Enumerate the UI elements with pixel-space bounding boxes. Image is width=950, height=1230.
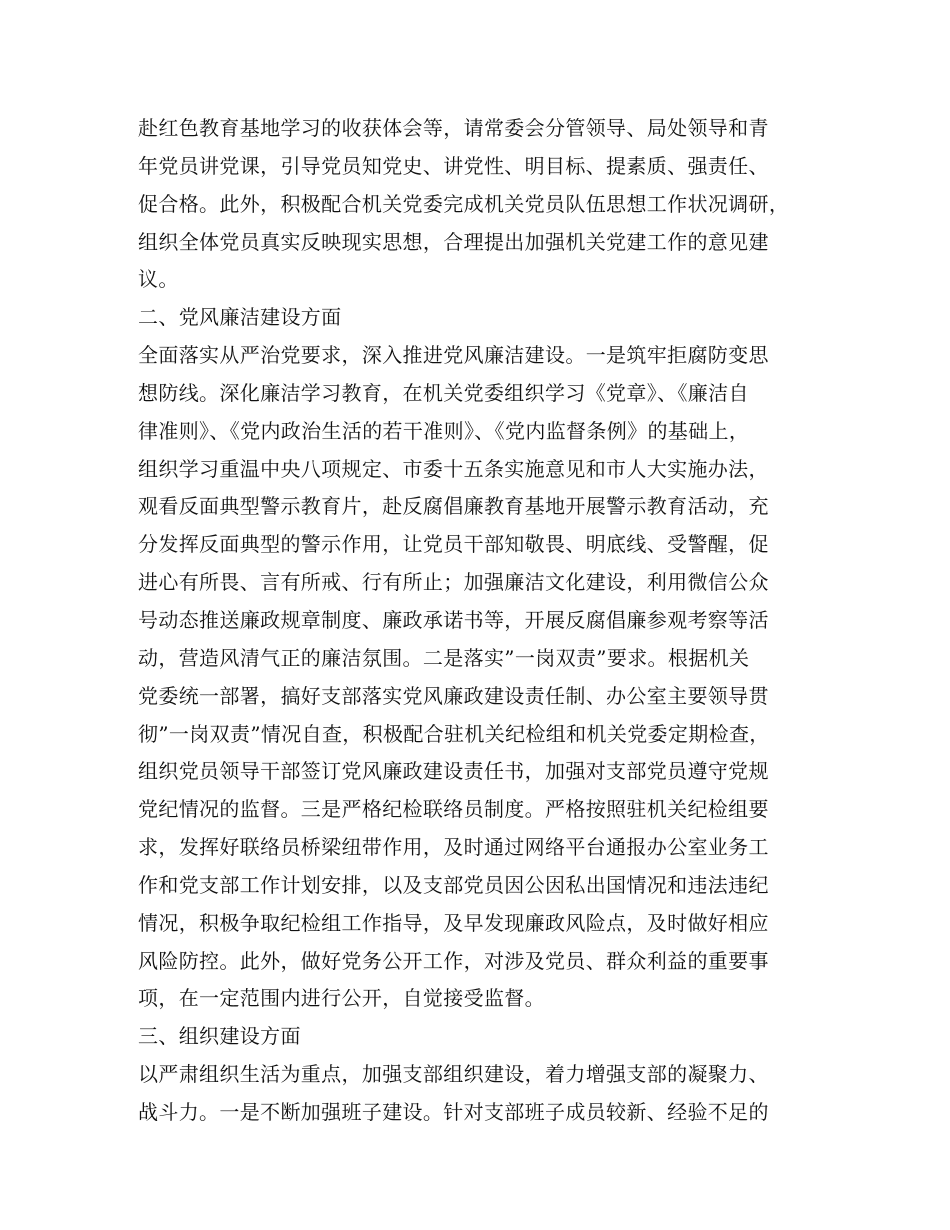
text-line: 组织学习重温中央八项规定、市委十五条实施意见和市人大实施办法，	[138, 456, 769, 481]
text-line: 律准则》、《党内政治生活的若干准则》、《党内监督条例》的基础上，	[138, 418, 750, 443]
text-line: 观看反面典型警示教育片，赴反腐倡廉教育基地开展警示教育活动，充	[138, 494, 769, 519]
text-line: 全面落实从严治党要求，深入推进党风廉洁建设。一是筑牢拒腐防变思	[138, 343, 769, 368]
text-line: 党委统一部署，搞好支部落实党风廉政建设责任制、办公室主要领导贯	[138, 683, 769, 708]
text-line: 想防线。深化廉洁学习教育，在机关党委组织学习《党章》、《廉洁自	[138, 380, 749, 405]
section-heading: 三、组织建设方面	[138, 1024, 301, 1049]
text-line: 赴红色教育基地学习的收获体会等，请常委会分管领导、局处领导和青	[138, 116, 769, 140]
text-line: 风险防控。此外，做好党务公开工作，对涉及党员、群众利益的重要事	[138, 948, 769, 973]
section-heading: 二、党风廉洁建设方面	[138, 305, 342, 330]
text-line: 组织党员领导干部签订党风廉政建设责任书，加强对支部党员遵守党规	[138, 759, 769, 784]
text-line: 动，营造风清气正的廉洁氛围。二是落实”一岗双责”要求。根据机关	[138, 645, 750, 670]
text-line: 作和党支部工作计划安排，以及支部党员因公因私出国情况和违法违纪	[138, 872, 769, 897]
text-line: 求，发挥好联络员桥梁纽带作用，及时通过网络平台通报办公室业务工	[138, 835, 769, 860]
text-line: 战斗力。一是不断加强班子建设。针对支部班子成员较新、经验不足的	[138, 1099, 769, 1124]
body-text	[138, 110, 830, 1132]
text-line: 组织全体党员真实反映现实思想，合理提出加强机关党建工作的意见建	[138, 229, 769, 254]
text-line: 年党员讲党课，引导党员知党史、讲党性、明目标、提素质、强责任、	[138, 153, 769, 178]
text-line: 议。	[138, 267, 179, 292]
text-line: 情况，积极争取纪检组工作指导，及早发现廉政风险点，及时做好相应	[138, 910, 769, 935]
text-line: 分发挥反面典型的警示作用，让党员干部知敬畏、明底线、受警醒，促	[138, 532, 769, 557]
text-line: 号动态推送廉政规章制度、廉政承诺书等，开展反腐倡廉参观考察等活	[138, 607, 769, 632]
text-line: 项，在一定范围内进行公开，自觉接受监督。	[138, 986, 545, 1011]
text-line: 党纪情况的监督。三是严格纪检联络员制度。严格按照驻机关纪检组要	[138, 797, 769, 822]
text-line: 彻”一岗双责”情况自查，积极配合驻机关纪检组和机关党委定期检查，	[138, 721, 770, 746]
text-line: 以严肃组织生活为重点，加强支部组织建设，着力增强支部的凝聚力、	[138, 1062, 769, 1087]
text-line: 进心有所畏、言有所戒、行有所止；加强廉洁文化建设，利用微信公众	[138, 570, 769, 595]
text-line: 促合格。此外，积极配合机关党委完成机关党员队伍思想工作状况调研，	[138, 191, 790, 216]
